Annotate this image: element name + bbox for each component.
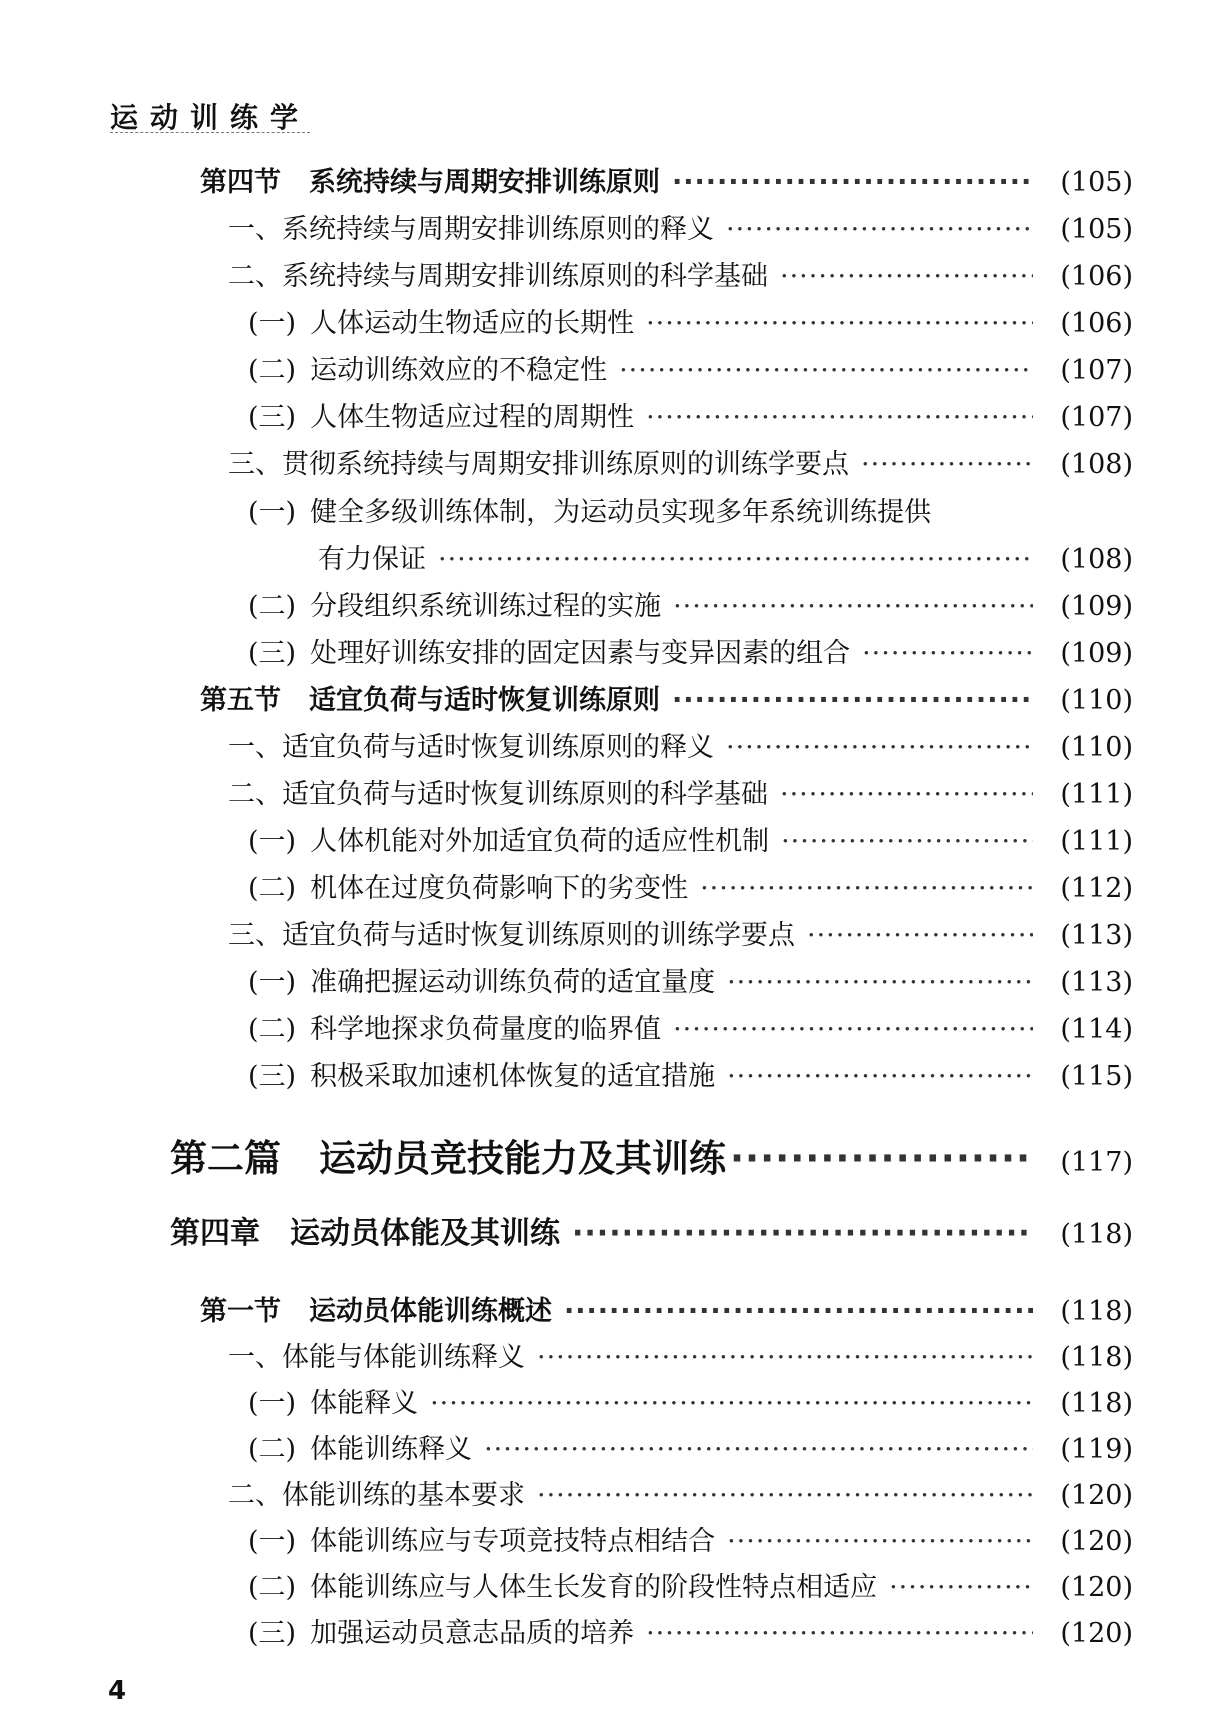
toc-subitem-title: 准确把握运动训练负荷的适宜量度 [310,967,716,998]
toc-page-ref: (120) [1060,1618,1133,1649]
toc-item-title: 一、系统持续与周期安排训练原则的释义 [228,214,714,245]
toc-subitem-title-continued: 有力保证 [318,544,426,575]
dot-leader [862,638,1033,669]
toc-subitem-number: (二) [248,1572,297,1603]
toc-section-number: 第一节 [200,1296,281,1327]
toc-section[interactable] [200,1289,1133,1328]
toc-page-ref: (115) [1060,1061,1133,1092]
toc-page-ref: (110) [1060,732,1133,763]
dot-leader [673,1014,1033,1045]
toc-item[interactable] [228,913,1133,952]
toc-page-ref: (107) [1060,402,1133,433]
toc-page-ref: (106) [1060,261,1133,292]
toc-chapter-title: 运动员体能及其训练 [290,1216,560,1251]
toc-item[interactable] [228,725,1133,764]
toc-subitem[interactable] [248,1565,1133,1604]
dot-leader [727,967,1033,998]
toc-item-title: 三、适宜负荷与适时恢复训练原则的训练学要点 [228,920,795,951]
toc-subitem-title: 体能训练应与人体生长发育的阶段性特点相适应 [310,1572,878,1603]
toc-subitem[interactable] [248,1381,1133,1420]
toc-page-ref: (120) [1060,1572,1133,1603]
toc-subitem-number: (三) [248,1618,297,1649]
toc-subitem-title: 健全多级训练体制，为运动员实现多年系统训练提供 [310,497,932,528]
dot-leader [673,591,1033,622]
toc-subitem-number: (二) [248,873,297,904]
toc-subitem-number: (三) [248,1061,297,1092]
toc-item[interactable] [228,442,1133,481]
toc-item-title: 一、适宜负荷与适时恢复训练原则的释义 [228,732,714,763]
dot-leader [726,214,1033,245]
toc-subitem[interactable] [248,301,1133,340]
dot-leader [537,1480,1033,1511]
dot-leader [438,544,1033,575]
toc-subitem[interactable] [248,1427,1133,1466]
toc-subitem-number: (一) [248,1388,297,1419]
dot-leader [619,355,1033,386]
dot-leader [646,1618,1033,1649]
toc-part-number: 第二篇 [170,1137,281,1180]
dot-leader [730,1137,1033,1180]
toc-section-number: 第四节 [200,167,281,198]
toc-page-ref: (110) [1060,685,1133,716]
toc-subitem[interactable] [248,1519,1133,1558]
toc-subitem[interactable] [248,584,1133,623]
toc-section-number: 第五节 [200,685,281,716]
toc-part[interactable] [170,1128,1133,1182]
toc-subitem-number: (一) [248,826,297,857]
toc-subitem-title: 处理好训练安排的固定因素与变异因素的组合 [310,638,851,669]
toc-page-ref: (111) [1060,826,1133,857]
toc-section[interactable] [200,678,1133,717]
toc-item-title: 一、体能与体能训练释义 [228,1342,525,1373]
toc-subitem-title: 分段组织系统训练过程的实施 [310,591,662,622]
toc-subitem-number: (二) [248,1014,297,1045]
toc-subitem[interactable] [248,866,1133,905]
toc-page-ref: (111) [1060,779,1133,810]
toc-item-title: 二、适宜负荷与适时恢复训练原则的科学基础 [228,779,768,810]
toc-subitem[interactable] [248,819,1133,858]
toc-page-ref: (120) [1060,1480,1133,1511]
toc-page-ref: (109) [1060,638,1133,669]
toc-item[interactable] [228,254,1133,293]
dot-leader [537,1342,1033,1373]
toc-item[interactable] [228,1335,1133,1374]
toc-page-ref: (119) [1060,1434,1133,1465]
toc-page-ref: (113) [1060,967,1133,998]
toc-part-title: 运动员竞技能力及其训练 [319,1137,726,1180]
toc-subitem-first-line[interactable] [248,490,931,529]
toc-subitem-title: 人体机能对外加适宜负荷的适应性机制 [310,826,770,857]
toc-page-ref: (108) [1060,449,1133,480]
dot-leader [430,1388,1033,1419]
toc-item[interactable] [228,207,1133,246]
toc-page-ref: (118) [1060,1388,1133,1419]
toc-subitem-title: 机体在过度负荷影响下的劣变性 [310,873,689,904]
dot-leader [727,1526,1033,1557]
toc-chapter-number: 第四章 [170,1216,260,1251]
toc-chapter[interactable] [170,1208,1133,1252]
toc-subitem[interactable] [248,395,1133,434]
dot-leader [672,167,1033,198]
toc-section-title: 适宜负荷与适时恢复训练原则 [309,685,660,716]
toc-subitem-number: (一) [248,308,297,339]
dot-leader [484,1434,1033,1465]
toc-page-ref: (105) [1060,214,1133,245]
running-head-rule [110,132,310,133]
toc-subitem-number: (三) [248,402,297,433]
toc-subitem-title: 运动训练效应的不稳定性 [310,355,608,386]
dot-leader [564,1296,1033,1327]
toc-subitem-title: 加强运动员意志品质的培养 [310,1618,635,1649]
toc-page-ref: (105) [1060,167,1133,198]
toc-page-ref: (109) [1060,591,1133,622]
toc-page-ref: (108) [1060,544,1133,575]
dot-leader [646,308,1033,339]
toc-page-ref: (113) [1060,920,1133,951]
toc-section-title: 运动员体能训练概述 [309,1296,552,1327]
toc-subitem[interactable] [318,537,1133,576]
toc-section[interactable] [200,160,1133,199]
dot-leader [780,779,1033,810]
toc-subitem-title: 体能训练释义 [310,1434,473,1465]
dot-leader [781,826,1033,857]
dot-leader [572,1216,1033,1251]
toc-subitem-title: 体能训练应与专项竞技特点相结合 [310,1526,716,1557]
toc-subitem-title: 积极采取加速机体恢复的适宜措施 [310,1061,716,1092]
toc-page-ref: (118) [1060,1219,1133,1250]
dot-leader [646,402,1033,433]
toc-subitem-number: (二) [248,355,297,386]
toc-subitem[interactable] [248,1611,1133,1650]
toc-subitem-title: 科学地探求负荷量度的临界值 [310,1014,662,1045]
toc-item[interactable] [228,1473,1133,1512]
toc-page-ref: (112) [1060,873,1133,904]
toc-subitem-number: (一) [248,1526,297,1557]
toc-page-ref: (114) [1060,1014,1133,1045]
toc-item-title: 二、系统持续与周期安排训练原则的科学基础 [228,261,768,292]
toc-subitem-title: 人体运动生物适应的长期性 [310,308,635,339]
toc-subitem-title: 人体生物适应过程的周期性 [310,402,635,433]
toc-subitem-number: (一) [248,967,297,998]
dot-leader [780,261,1033,292]
dot-leader [700,873,1033,904]
toc-subitem[interactable] [248,1054,1133,1093]
toc-page-ref: (117) [1060,1147,1133,1178]
toc-subitem-number: (二) [248,1434,297,1465]
toc-page-ref: (118) [1060,1342,1133,1373]
toc-subitem-number: (二) [248,591,297,622]
toc-subitem-title: 体能释义 [310,1388,419,1419]
dot-leader [726,732,1033,763]
toc-subitem[interactable] [248,631,1133,670]
dot-leader [861,449,1033,480]
toc-page-ref: (106) [1060,308,1133,339]
toc-subitem-number: (三) [248,638,297,669]
page-number: 4 [108,1676,127,1706]
toc-subitem-number: (一) [248,497,297,528]
dot-leader [672,685,1033,716]
toc-page-ref: (107) [1060,355,1133,386]
toc-subitem[interactable] [248,348,1133,387]
dot-leader [807,920,1033,951]
toc-item[interactable] [228,772,1133,811]
running-head: 运动训练学 [110,101,311,134]
toc-subitem[interactable] [248,1007,1133,1046]
toc-page-ref: (120) [1060,1526,1133,1557]
dot-leader [889,1572,1033,1603]
dot-leader [727,1061,1033,1092]
toc-subitem[interactable] [248,960,1133,999]
toc-item-title: 二、体能训练的基本要求 [228,1480,525,1511]
toc-section-title: 系统持续与周期安排训练原则 [309,167,660,198]
toc-page-ref: (118) [1060,1296,1133,1327]
toc-item-title: 三、贯彻系统持续与周期安排训练原则的训练学要点 [228,449,849,480]
